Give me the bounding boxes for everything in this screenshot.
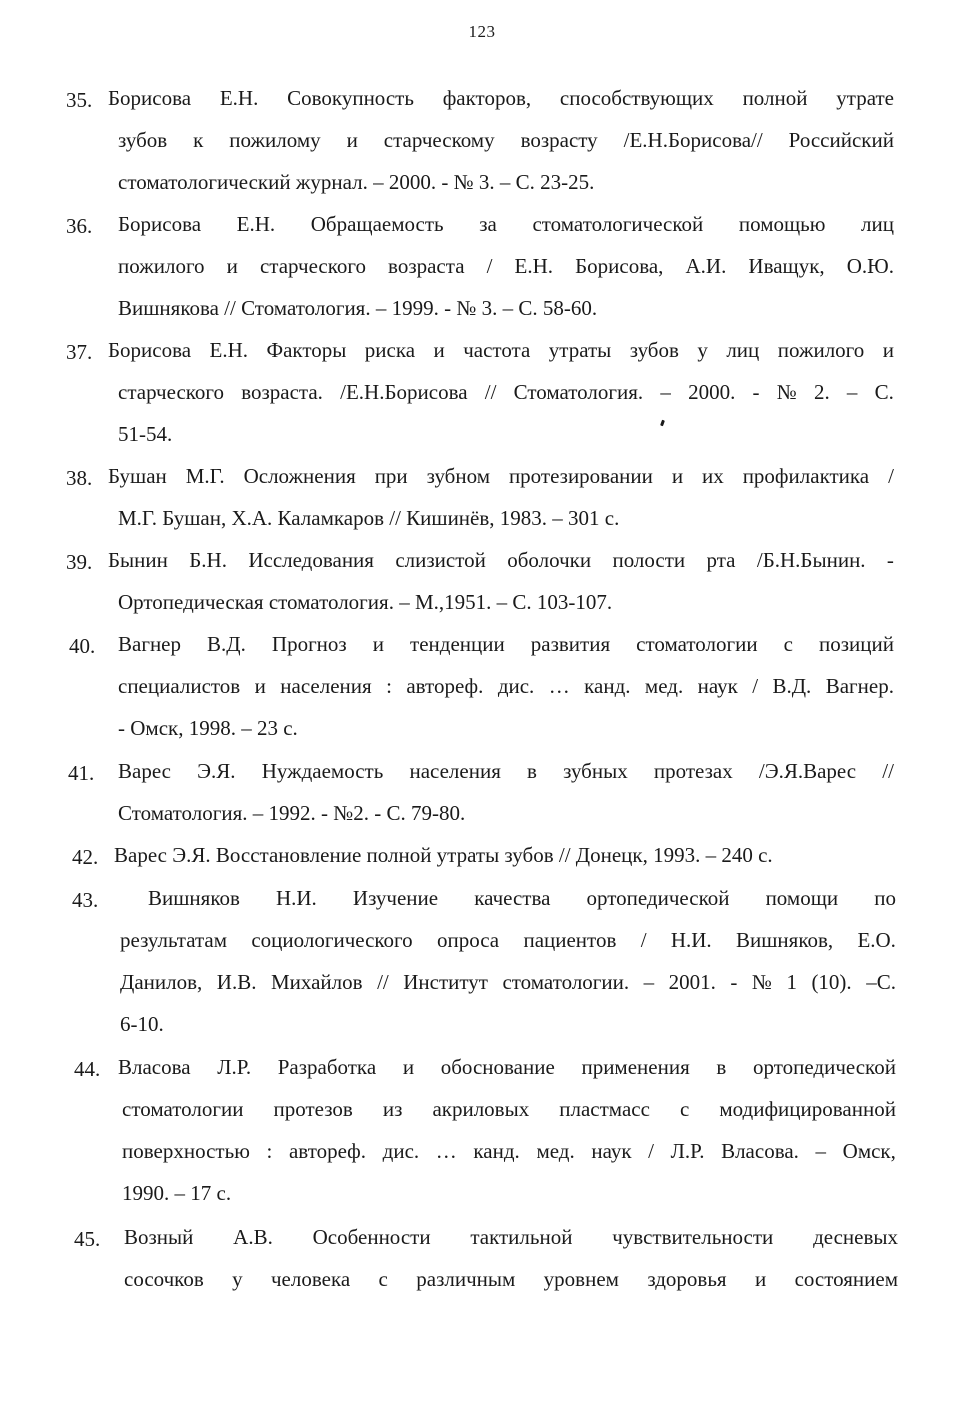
reference-number: 44. [74, 1057, 101, 1081]
reference-text-line: М.Г. Бушан, Х.А. Каламкаров // Кишинёв, 1983. – 301 с. [118, 506, 620, 530]
reference-number: 39. [66, 550, 93, 574]
stray-mark [660, 420, 665, 427]
reference-text-line: Ортопедическая стоматология. – М.,1951. – С. 103-107. [118, 590, 613, 614]
reference-text-line: зубов к пожилому и старческому возрасту /Е.Н.Борисова// Российский [118, 128, 894, 152]
reference-text-line: пожилого и старческого возраста / Е.Н. Борисова, А.И. Иващук, О.Ю. [118, 254, 894, 278]
reference-text-line: Власова Л.Р. Разработка и обоснование применения в ортопедической [118, 1055, 896, 1079]
reference-text-line: Борисова Е.Н. Факторы риска и частота утраты зубов у лиц пожилого и [108, 338, 894, 362]
reference-number: 35. [66, 88, 93, 112]
reference-number: 40. [69, 634, 96, 658]
reference-text-line: Данилов, И.В. Михайлов // Институт стоматологии. – 2001. - № 1 (10). –С. [120, 970, 896, 994]
reference-text-line: Возный А.В. Особенности тактильной чувствительности десневых [124, 1225, 898, 1249]
reference-text-line: Борисова Е.Н. Обращаемость за стоматологической помощью лиц [118, 212, 894, 236]
reference-number: 42. [72, 845, 99, 869]
reference-text-line: сосочков у человека с различным уровнем здоровья и состоянием [124, 1267, 898, 1291]
reference-text-line: 6-10. [120, 1012, 164, 1036]
reference-number: 36. [66, 214, 93, 238]
reference-text-line: результатам социологического опроса пациентов / Н.И. Вишняков, Е.О. [120, 928, 896, 952]
reference-text-line: стоматологический журнал. – 2000. - № 3. – С. 23-25. [118, 170, 595, 194]
reference-text-line: специалистов и населения : автореф. дис. … канд. мед. наук / В.Д. Вагнер. [118, 674, 894, 698]
reference-text-line: стоматологии протезов из акриловых пластмасс с модифицированной [122, 1097, 896, 1121]
reference-number: 45. [74, 1227, 101, 1251]
reference-number: 37. [66, 340, 93, 364]
reference-text-line: Бушан М.Г. Осложнения при зубном протезировании и их профилактика / [108, 464, 894, 488]
reference-number: 38. [66, 466, 93, 490]
reference-text-line: Вишнякова // Стоматология. – 1999. - № 3. – С. 58-60. [118, 296, 598, 320]
reference-text-line: Варес Э.Я. Восстановление полной утраты зубов // Донецк, 1993. – 240 с. [114, 843, 773, 867]
reference-number: 41. [68, 761, 95, 785]
page-number: 123 [468, 22, 496, 41]
reference-text-line: Вагнер В.Д. Прогноз и тенденции развития стоматологии с позиций [118, 632, 894, 656]
reference-text-line: Варес Э.Я. Нуждаемость населения в зубных протезах /Э.Я.Варес // [118, 759, 894, 783]
reference-text-line: старческого возраста. /Е.Н.Борисова // Стоматология. – 2000. - № 2. – С. [118, 380, 894, 404]
reference-text-line: - Омск, 1998. – 23 с. [118, 716, 298, 740]
reference-text-line: поверхностью : автореф. дис. … канд. мед. наук / Л.Р. Власова. – Омск, [122, 1139, 896, 1163]
reference-text-line: Вишняков Н.И. Изучение качества ортопедической помощи по [148, 886, 896, 910]
reference-text-line: Борисова Е.Н. Совокупность факторов, способствующих полной утрате [108, 86, 894, 110]
reference-text-line: 1990. – 17 с. [122, 1181, 232, 1205]
reference-text-line: Бынин Б.Н. Исследования слизистой оболочки полости рта /Б.Н.Бынин. - [108, 548, 894, 572]
reference-text-line: Стоматология. – 1992. - №2. - С. 79-80. [118, 801, 466, 825]
reference-number: 43. [72, 888, 99, 912]
reference-text-line: 51-54. [118, 422, 173, 446]
